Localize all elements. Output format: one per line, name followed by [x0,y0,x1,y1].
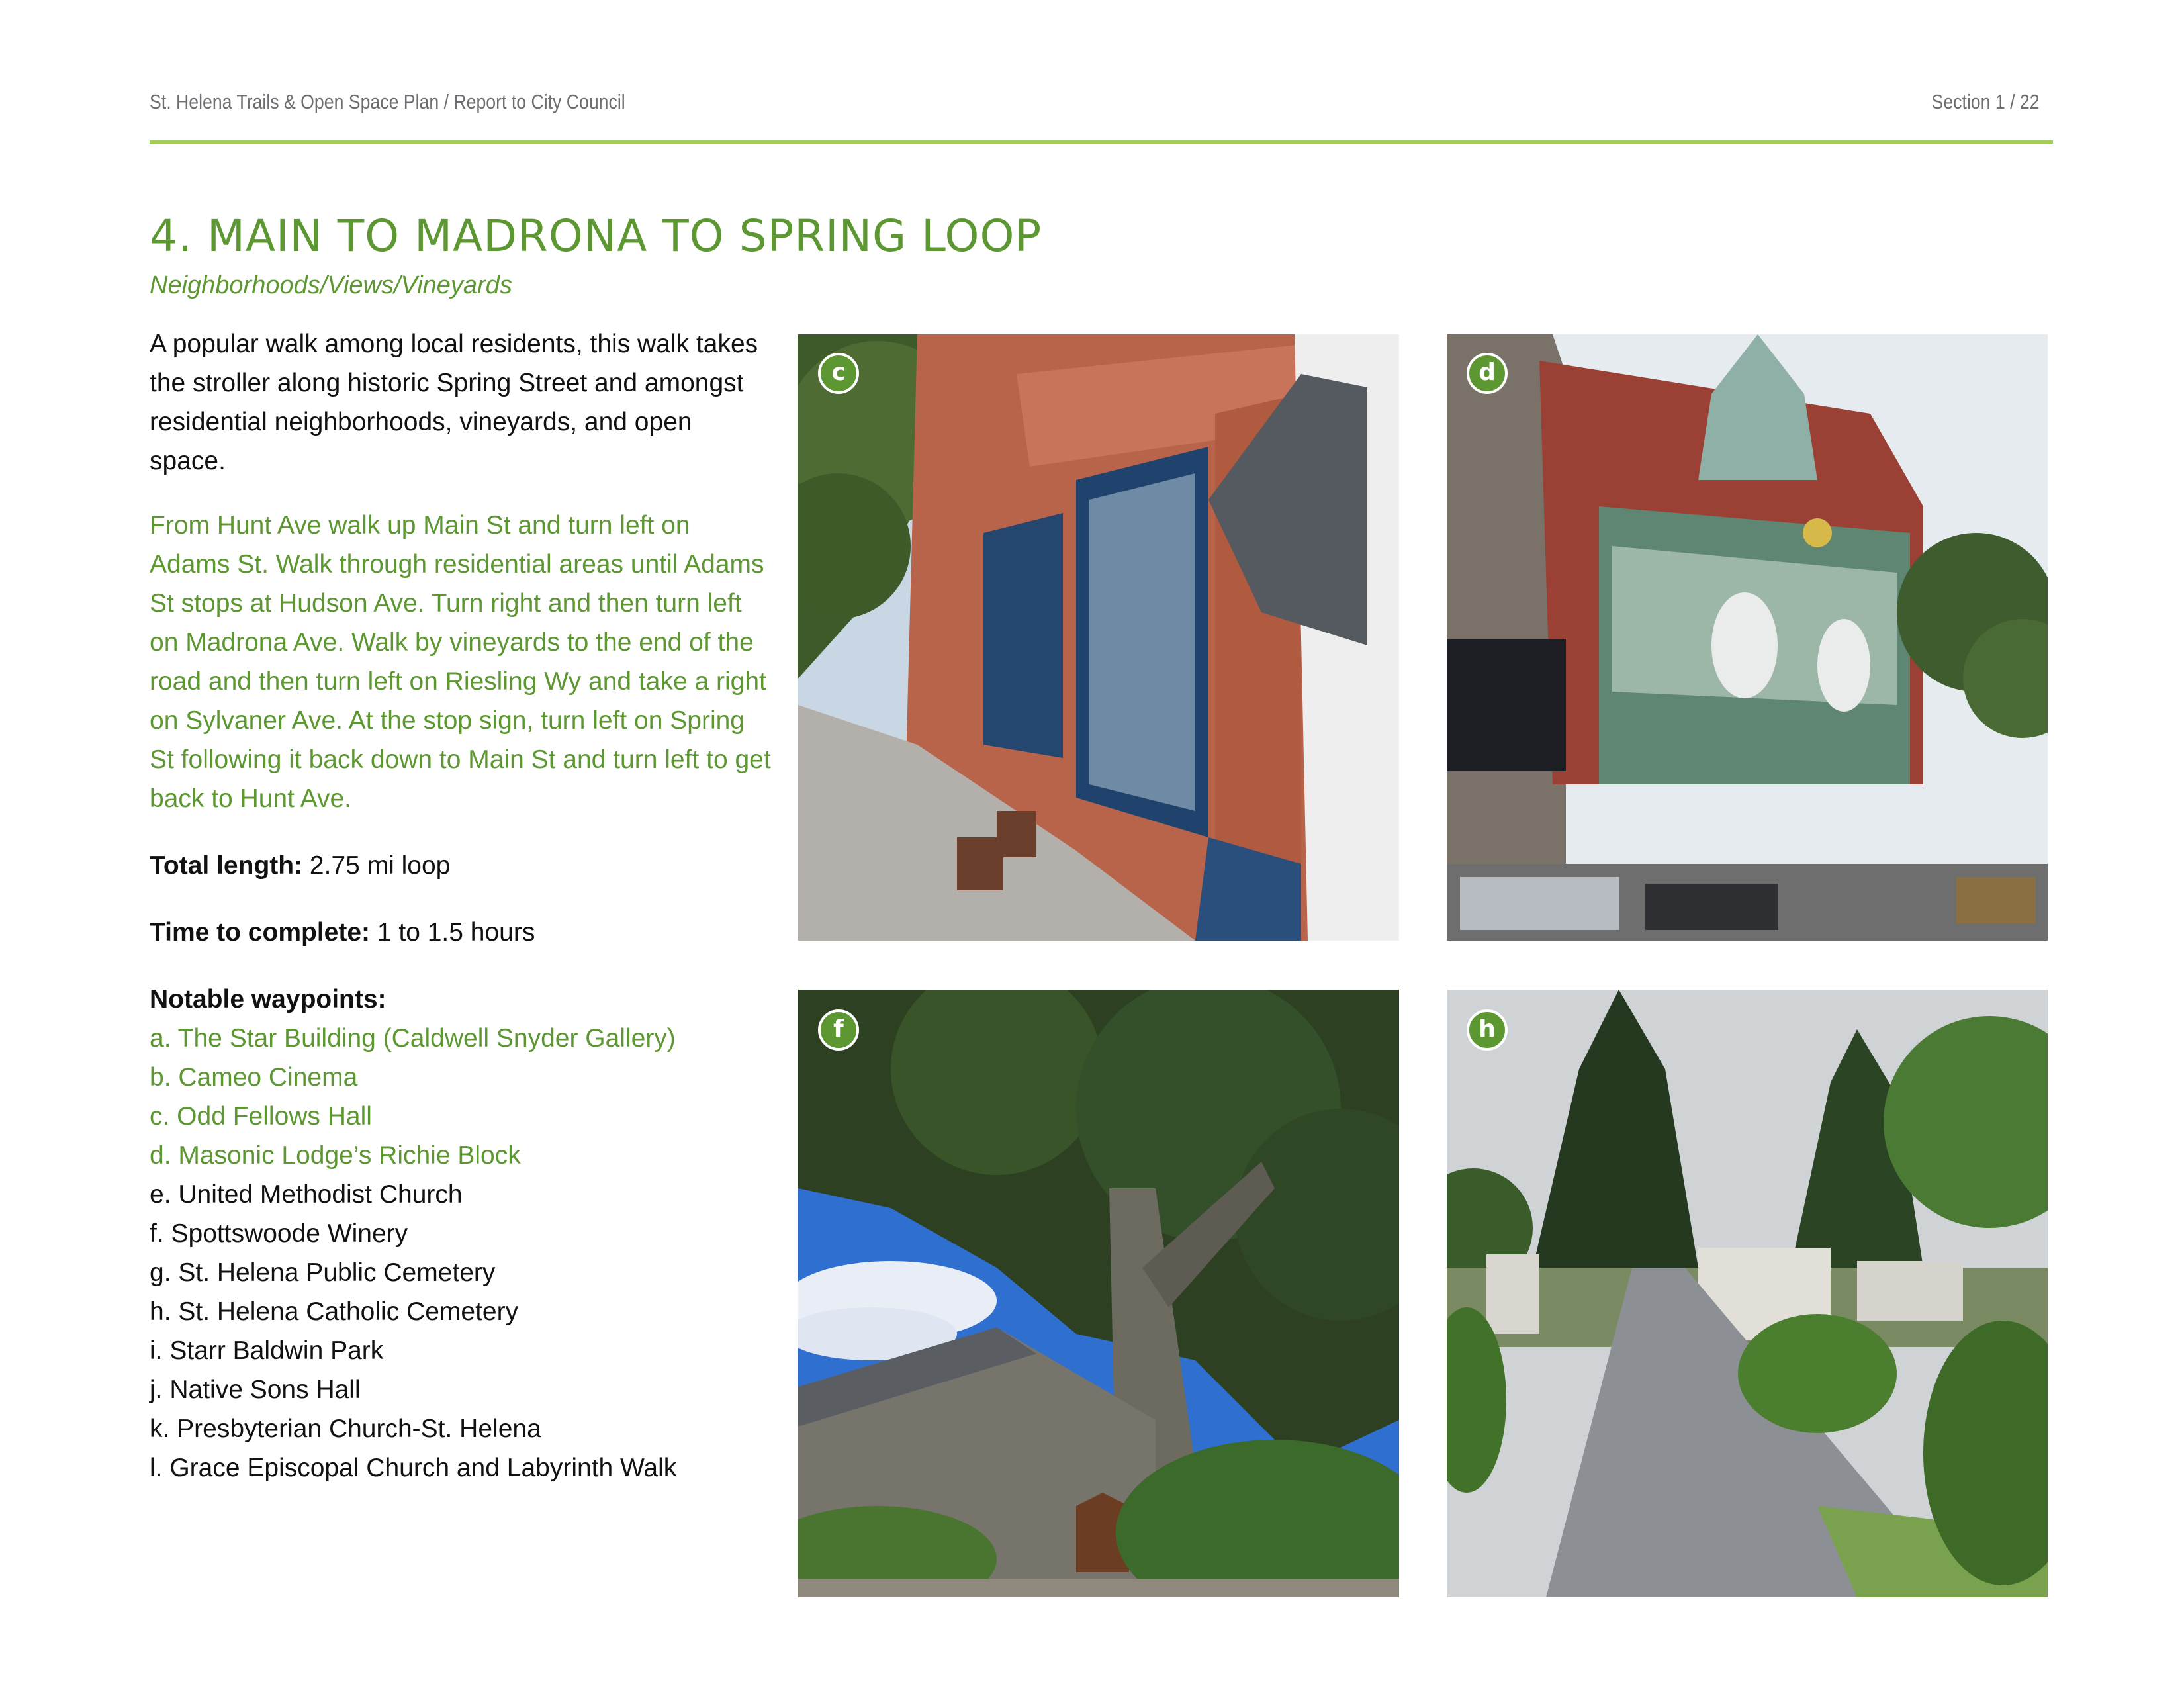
waypoint-item: d. Masonic Lodge’s Richie Block [150,1141,521,1170]
waypoint-item: c. Odd Fellows Hall [150,1102,372,1131]
total-length [150,846,772,885]
photo-odd-fellows-hall [798,334,1399,941]
waypoints-label: Notable waypoints: [150,985,387,1013]
page-subtitle: Neighborhoods/Views/Vineyards [150,271,512,299]
waypoints-list [150,980,772,1487]
time-to-complete-value: 1 to 1.5 hours [370,918,535,947]
photo-masonic-lodge [1447,334,2048,941]
route-directions: From Hunt Ave walk up Main St and turn left on Adams St. Walk through residential areas until Adams St stops at Hudson Ave. Turn right and then turn left on Madrona Ave. Walk by vineyards to the end of the road and then turn left on Riesling Wy and take a right on Sylvaner Ave. At the stop sign, turn left on Spring St following it back down to Main St and turn left to get back to Hunt Ave. [150,511,771,813]
total-length-label: Total length: [150,851,303,880]
header-divider [150,140,2053,144]
waypoint-item: a. The Star Building (Caldwell Snyder Gallery) [150,1024,676,1053]
header-section-page: Section 1 / 22 [1931,90,2040,113]
total-length-value: 2.75 mi loop [302,851,451,880]
photo-badge: d [1467,353,1508,394]
intro-paragraph: A popular walk among local residents, this walk takes the stroller along historic Spring Street and amongst residential neighborhoods, vineyards, and open space. [150,330,758,475]
waypoint-item: k. Presbyterian Church-St. Helena [150,1415,541,1443]
waypoint-item: i. Starr Baldwin Park [150,1336,384,1365]
page-title: 4. MAIN TO MADRONA TO SPRING LOOP [150,211,1042,261]
time-to-complete-label: Time to complete: [150,918,371,947]
time-to-complete [150,913,772,952]
photo-spottswoode-winery [798,990,1399,1597]
photo-badge: c [818,353,859,394]
waypoint-item: h. St. Helena Catholic Cemetery [150,1297,519,1326]
waypoint-item: e. United Methodist Church [150,1180,463,1209]
photo-catholic-cemetery [1447,990,2048,1597]
waypoint-item: f. Spottswoode Winery [150,1219,408,1248]
waypoint-item: l. Grace Episcopal Church and Labyrinth Walk [150,1454,677,1482]
waypoint-item: g. St. Helena Public Cemetery [150,1258,496,1287]
waypoint-item: j. Native Sons Hall [150,1376,361,1404]
waypoint-item: b. Cameo Cinema [150,1063,358,1092]
header-document-title: St. Helena Trails & Open Space Plan / Report to City Council [150,90,625,113]
photo-badge: f [818,1009,859,1051]
photo-badge: h [1467,1009,1508,1051]
